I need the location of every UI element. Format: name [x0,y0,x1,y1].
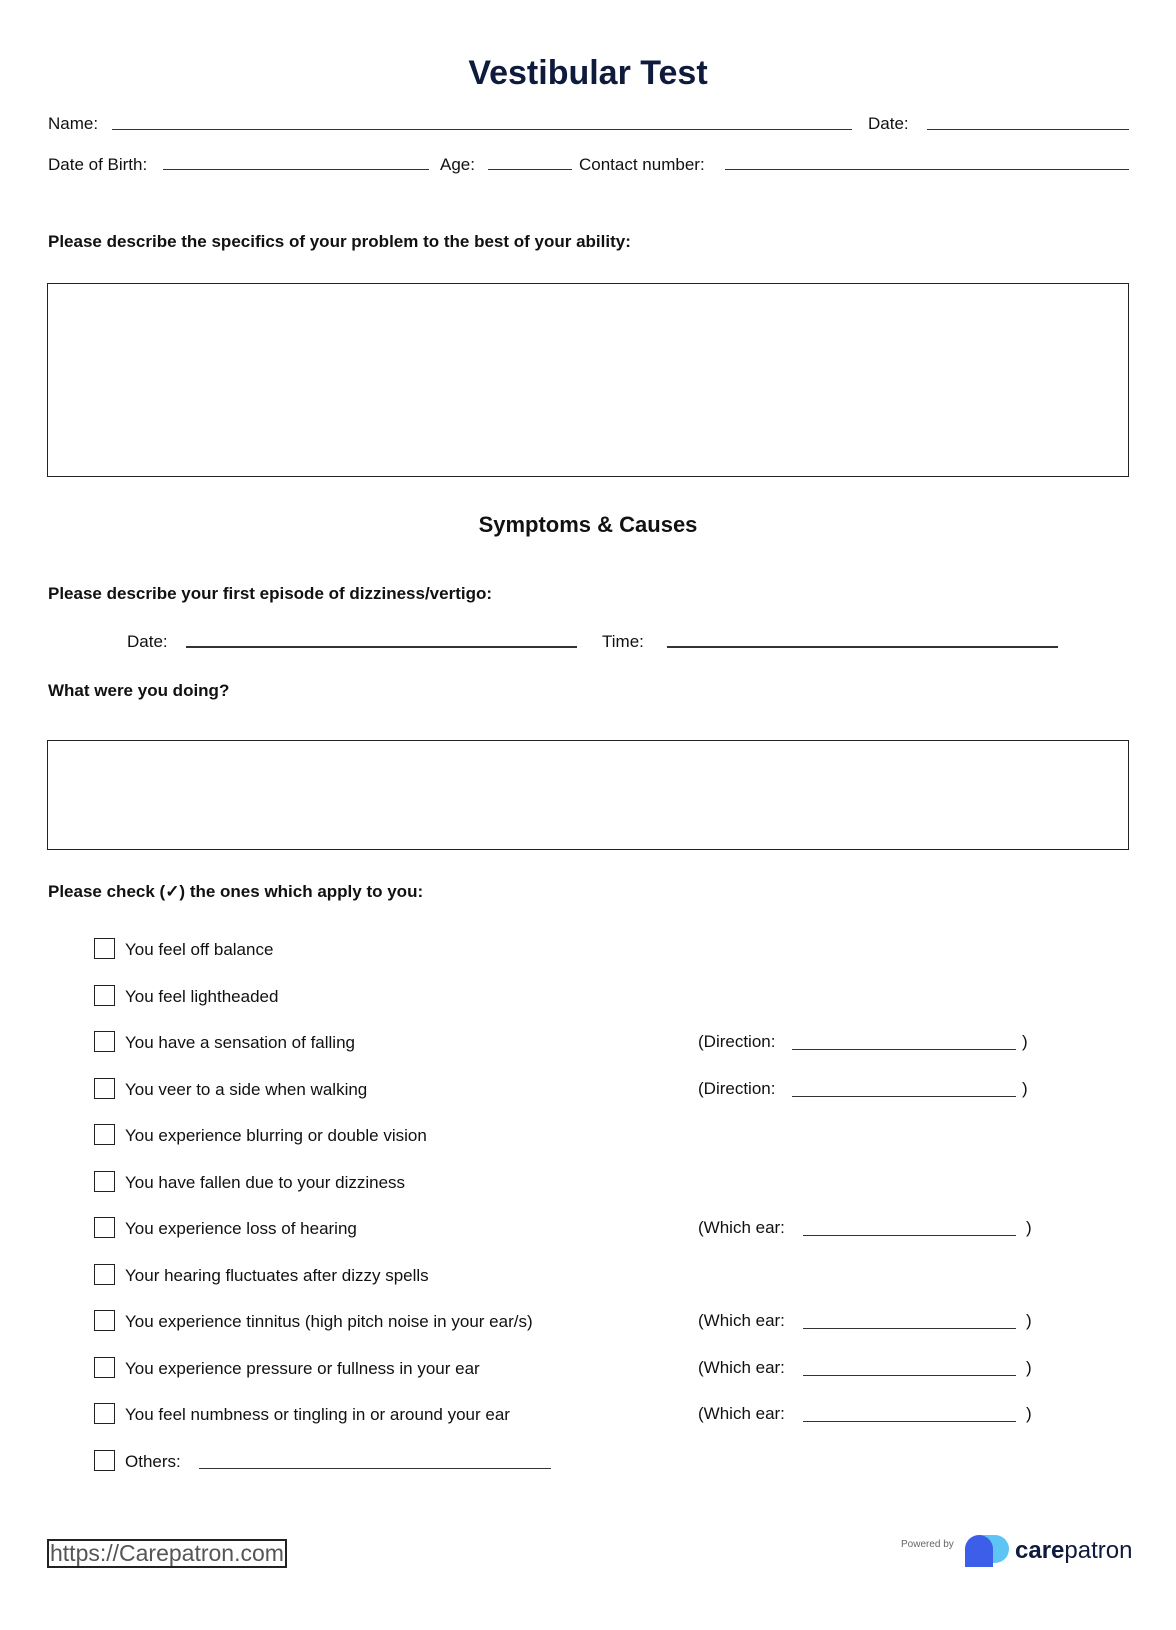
checkbox[interactable] [94,1031,115,1052]
detail-label: (Which ear: [698,1311,785,1330]
name-field[interactable] [112,129,852,130]
others-field[interactable] [199,1468,551,1469]
detail-field[interactable] [803,1235,1016,1236]
checklist-item-label: You experience pressure or fullness in your ear [125,1358,480,1378]
problem-textarea[interactable] [47,283,1129,477]
checklist-item-label: You veer to a side when walking [125,1079,368,1099]
age-label: Age: [440,155,475,174]
checklist-item-label: You have a sensation of falling [125,1033,355,1052]
doing-textarea[interactable] [47,740,1129,850]
checklist-item-label: You have fallen due to your dizziness [125,1172,406,1192]
carepatron-wordmark [1015,1537,1132,1565]
carepatron-logo-icon [965,1535,1011,1567]
footer-url-link[interactable]: https://Carepatron.com [47,1539,287,1568]
detail-field[interactable] [803,1328,1016,1329]
dob-field[interactable] [163,169,429,170]
episode-time-label: Time: [602,632,644,651]
name-label: Name: [48,114,99,133]
checklist-item-label: Your hearing fluctuates after dizzy spells [125,1265,429,1285]
checkbox[interactable] [94,938,115,959]
date-label: Date: [868,114,909,133]
doing-prompt: What were you doing? [48,681,230,700]
dob-label: Date of Birth: [48,155,148,174]
checklist-item-label: You feel lightheaded [125,986,279,1006]
check-prompt: Please check (✓) the ones which apply to you: [48,882,424,901]
section-title: Symptoms & Causes [478,512,698,537]
checklist-item-label: You feel off balance [125,940,274,959]
episode-date-label: Date: [127,632,168,651]
first-episode-prompt: Please describe your first episode of dizziness/vertigo: [48,584,493,603]
checklist-item-label: You experience tinnitus (high pitch noise in your ear/s) [125,1312,533,1331]
checkbox[interactable] [94,1217,115,1238]
detail-label: (Which ear: [698,1404,785,1423]
problem-prompt: Please describe the specifics of your problem to the best of your ability: [48,232,631,251]
close-paren: ) [1026,1218,1032,1237]
checkbox[interactable] [94,1171,115,1192]
detail-label: (Direction: [698,1032,776,1051]
close-paren: ) [1022,1032,1028,1051]
contact-field[interactable] [725,169,1129,170]
close-paren: ) [1022,1078,1028,1098]
detail-label: (Direction: [698,1078,776,1098]
detail-field[interactable] [803,1375,1016,1376]
detail-field[interactable] [792,1049,1016,1050]
checkbox[interactable] [94,1403,115,1424]
checkbox[interactable] [94,985,115,1006]
checklist-item-label: You experience loss of hearing [125,1219,357,1238]
close-paren: ) [1026,1311,1032,1330]
detail-field[interactable] [803,1421,1016,1422]
checklist-item-label: You feel numbness or tingling in or around your ear [125,1405,510,1424]
age-field[interactable] [488,169,572,170]
checkbox[interactable] [94,1264,115,1285]
brand-rest: patron [1064,1537,1133,1564]
contact-label: Contact number: [579,155,705,174]
detail-field[interactable] [792,1096,1016,1097]
episode-time-field[interactable] [667,646,1058,648]
checkbox[interactable] [94,1124,115,1145]
checkbox[interactable] [94,1310,115,1331]
close-paren: ) [1026,1357,1032,1377]
episode-date-field[interactable] [186,646,577,648]
detail-label: (Which ear: [698,1218,785,1237]
checklist-item-label: Others: [125,1451,181,1471]
checkbox[interactable] [94,1450,115,1471]
brand-bold: care [1015,1537,1065,1564]
powered-by-text: Powered by [901,1539,954,1550]
checkbox[interactable] [94,1357,115,1378]
date-field[interactable] [927,129,1129,130]
checklist-item-label: You experience blurring or double vision [125,1126,427,1145]
detail-label: (Which ear: [698,1357,785,1377]
checkbox[interactable] [94,1078,115,1099]
close-paren: ) [1026,1404,1032,1423]
page-title: Vestibular Test [468,54,708,92]
